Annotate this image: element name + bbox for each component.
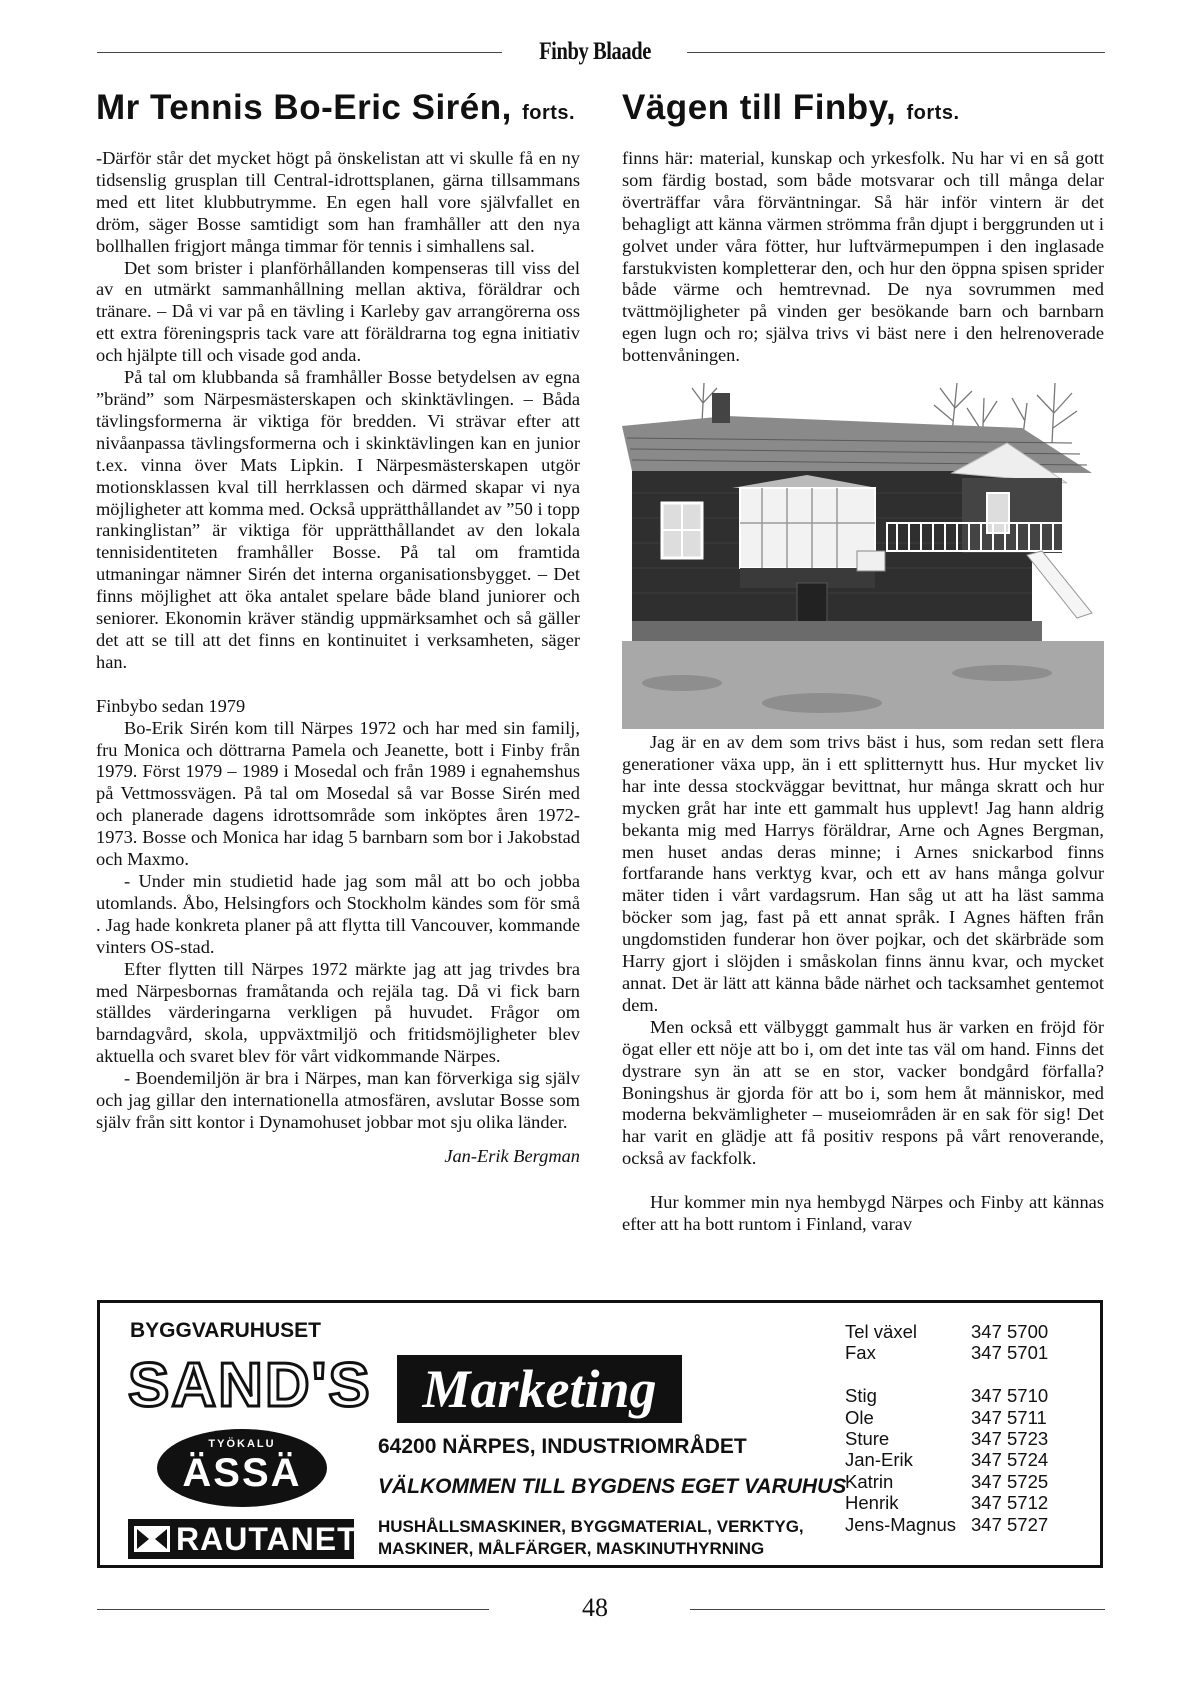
- ad-goods-line-2: MASKINER, MÅLFÄRGER, MASKINUTHYRNING: [378, 1539, 765, 1558]
- ad-subtitle: BYGGVARUHUSET: [130, 1319, 321, 1342]
- contact-number: 347 5723: [971, 1427, 1049, 1449]
- ad-goods-line-1: HUSHÅLLSMASKINER, BYGGMATERIAL, VERKTYG,: [378, 1517, 804, 1536]
- header-rule-right: [687, 52, 1105, 53]
- contact-number: 347 5701: [971, 1342, 1049, 1364]
- contact-row: [845, 1342, 1067, 1363]
- right-paragraph-top: finns här: material, kunskap och yrkesfolk. Nu har vi en så gott som färdig bostad, som både motsvarar och till många delar överträffar våra förväntningar. Så här inför vintern är det behagligt att känna värmen strömma från djupt i berggrunden ut i golvet under våra fötter, hur luftvärmepumpen i den inglasade farstukvisten kompletterar den, och hur den öppna spisen sprider både värme och hemtrevnad. De nya sovrummen med tvättmöjligheter på vinden ger besökande barn och barnbarn egen lugn och ro; själva trivs vi bäst nere i den helrenoverade bottenvåningen.: [622, 148, 1104, 366]
- page-number: 48: [582, 1593, 608, 1622]
- contact-name: Tel växel: [845, 1321, 917, 1342]
- contact-row: [845, 1407, 1067, 1428]
- assa-text: ÄSSÄ: [182, 1451, 302, 1495]
- contact-number: 347 5725: [971, 1470, 1049, 1492]
- rautanet-icon: [134, 1526, 170, 1552]
- ad-address: 64200 NÄRPES, INDUSTRIOMRÅDET: [378, 1435, 747, 1458]
- contact-number: 347 5727: [971, 1513, 1049, 1535]
- contact-row: [845, 1449, 1067, 1470]
- right-article: [622, 88, 1104, 367]
- contact-number: 347 5712: [971, 1492, 1049, 1514]
- contact-number: 347 5710: [971, 1385, 1049, 1407]
- right-paragraph-4: Hur kommer min nya hembygd Närpes och Finby att kännas efter att ha bott runtom i Finland, varav: [622, 1192, 1104, 1235]
- contact-name: Henrik: [845, 1492, 899, 1514]
- left-headline-text: Mr Tennis Bo-Eric Sirén,: [96, 88, 512, 127]
- rautanet-text: RAUTANET: [176, 1521, 358, 1557]
- contact-row: [845, 1428, 1067, 1449]
- contact-row: [845, 1471, 1067, 1492]
- contacts-spacer: [845, 1364, 1067, 1385]
- right-headline: [622, 88, 1104, 128]
- ad-contacts: [845, 1321, 1067, 1535]
- right-paragraph-2: Jag är en av dem som trivs bäst i hus, som redan sett flera generationer växa upp, än i ett splitternytt hus. Hur mycket liv har inte dessa stockväggar bevittnat, hur många skratt och hur mycken gråt har inte ett gammalt hus upplevt! Jag hann aldrig bekanta mig med Harrys föräldrar, Arne och Agnes Bergman, men huset andas deras minne; i Arnes snickarbod finns fortfarande hans verktyg kvar, och ett av hans många golvur mäter tiden i vårt vardagsrum. Han såg ut att ha läst samma böcker som jag, fast på ett annat språk. I Agnes häften från ungdomstiden funderar hon över pojkar, och det skärbräde som Harry gjort i slöjden i småskolan finns ännu kvar, och mycket annat. Det är lätt att känna både närhet och tacksamhet gentemot dem.: [622, 732, 1104, 1015]
- left-subhead: Finbybo sedan 1979: [96, 695, 246, 716]
- contact-name: Katrin: [845, 1470, 894, 1492]
- sands-logo-text: SAND'S: [128, 1351, 372, 1420]
- footer-rule-right: [690, 1609, 1105, 1610]
- house-photo: [622, 383, 1104, 729]
- right-paragraph-3: Men också ett välbyggt gammalt hus är varken en fröjd för ögat eller ett nöje att bo i, om det inte tas väl om hand. Finns det dystrare syn än att se en stor, vacker bondgård förfalla? Boningshus är gjorda för att bo i, som hem åt människor, med moderna bekvämligheter – museiområden är en sak för sig! Det har varit en glädje att få positiv respons på vårt renoverande, också av fackfolk.: [622, 1016, 1104, 1169]
- ad-goods: [378, 1516, 804, 1560]
- contact-row: [845, 1492, 1067, 1513]
- left-headline-forts: forts.: [522, 102, 576, 124]
- left-paragraph-4: Bo-Erik Sirén kom till Närpes 1972 och har med sin familj, fru Monica och döttrarna Pamela och Jeanette, bott i Finby från 1979. Först 1979 – 1989 i Mosedal och från 1989 i egnahemshus på Vettmossvägen. På tal om Mosedal så var Bosse Sirén med och planerade dagens idrottsområde som inköptes åren 1972-1973. Bosse och Monica har idag 5 barnbarn som bor i Jakobstad och Maxmo.: [96, 717, 580, 870]
- left-paragraph-1: -Därför står det mycket högt på önskelistan att vi skulle få en ny tidsenslig grusplan till Central-idrottsplanen, gärna tillsammans med ett litet klubbutrymme. En egen hall vore självfallet en dröm, säger Bosse samtidigt som han framhåller att den nya bollhallen frigjort många timmar för tennis i simhallens sal.: [96, 148, 580, 256]
- left-paragraph-7: - Boendemiljön är bra i Närpes, man kan förverkiga sig själv och jag gillar den internationella atmosfären, avslutar Bosse som själv från sitt kontor i Dynamohuset jobbar mot sju olika länder.: [96, 1068, 580, 1132]
- masthead-title: Finby Blaade: [539, 38, 651, 65]
- right-article-continued: [622, 732, 1104, 1236]
- left-byline: Jan-Erik Bergman: [444, 1145, 580, 1166]
- contact-row: [845, 1385, 1067, 1406]
- contact-number: 347 5700: [971, 1321, 1049, 1342]
- contact-number: 347 5711: [971, 1406, 1047, 1428]
- rautanet-logo: [128, 1519, 358, 1559]
- right-headline-text: Vägen till Finby,: [622, 88, 897, 127]
- left-paragraph-2: Det som brister i planförhållanden kompenseras till viss del av en utmärkt sammanhållning mellan aktiva, föräldrar och tränare. – Då vi var på en tävling i Karleby gav arrangörerna oss ett extra föreningspris tack vare att föräldrarna tog egna initiativ och hjälpte till och visade god anda.: [96, 257, 580, 366]
- contact-name: Fax: [845, 1342, 876, 1364]
- assa-small-text: TYÖKALU: [208, 1438, 276, 1450]
- contact-row: [845, 1514, 1067, 1535]
- right-headline-forts: forts.: [906, 102, 960, 124]
- contact-name: Jens-Magnus: [845, 1513, 957, 1535]
- contact-name: Jan-Erik: [845, 1449, 913, 1471]
- contact-name: Stig: [845, 1385, 877, 1407]
- marketing-logo-text: Marketing: [397, 1355, 682, 1423]
- left-paragraph-6: Efter flytten till Närpes 1972 märkte jag att jag trivdes bra med Närpesbornas framåtanda och rejäla tag. Då vi fick barn ställdes värderingarna verkligen på huvudet. Frågor om barndagvård, skola, uppväxtmiljö och fritidsmöjligheter blev aktuella och svaret blev för vårt vidkommande Närpes.: [96, 958, 580, 1067]
- house-illustration: [622, 383, 1104, 729]
- left-paragraph-3: På tal om klubbanda så framhåller Bosse betydelsen av egna ”bränd” som Närpesmästerskapen och skinktävlingen. – Båda tävlingsformerna är viktiga för bredden. Vi strävar efter att nivåanpassa tävlingsformerna och i skinktävlingen kan en junior t.ex. vinna över Mats Lipkin. I Närpesmästerskapen utgör motionsklassen kval till herrklassen och därmed skapar vi nya möjligheter att komma med. Också upprätthållandet av ”50 i topp rankinglistan” är viktiga för upprätthållandet av den lokala tennisidentiteten framhåller Bosse. På tal om framtida utmaningar nämner Sirén det interna organisationsbygget. – Det finns möjlighet att öka antalet spelare både bland juniorer och seniorer. Ekonomin kräver ständig uppmärksamhet och så gäller det att se till att det finns en kontinuitet i verksamheten, säger han.: [96, 367, 580, 672]
- contact-row: [845, 1321, 1067, 1342]
- contact-name: Ole: [845, 1406, 874, 1428]
- left-article: [96, 88, 580, 1167]
- left-paragraph-5: - Under min studietid hade jag som mål att bo och jobba utomlands. Åbo, Helsingfors och Stockholm kändes som för små . Jag hade konkreta planer på att flytta till Vancouver, kommande vinters OS-stad.: [96, 871, 580, 957]
- sands-advertisement: [97, 1300, 1103, 1568]
- contact-name: Sture: [845, 1427, 890, 1449]
- contact-number: 347 5724: [971, 1449, 1049, 1471]
- ad-welcome: VÄLKOMMEN TILL BYGDENS EGET VARUHUS: [378, 1475, 847, 1498]
- assa-logo: [157, 1429, 327, 1507]
- left-headline: [96, 88, 580, 128]
